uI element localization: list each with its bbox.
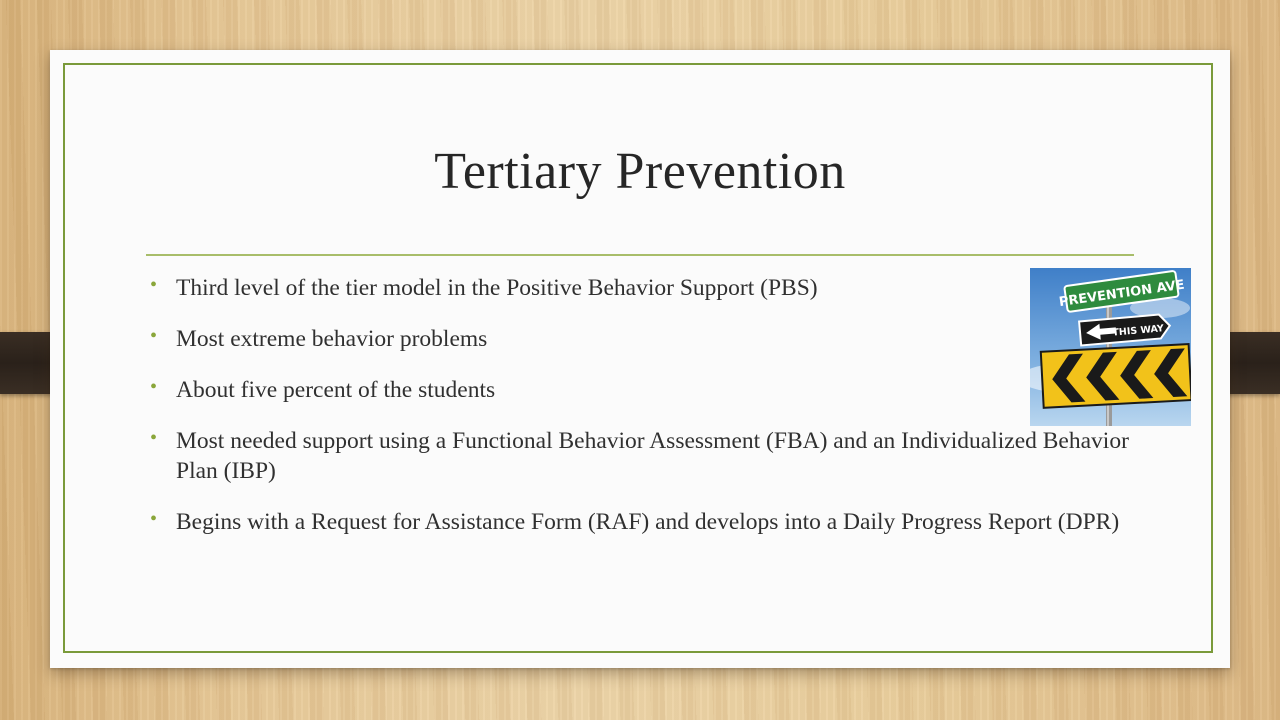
bullet-item: [148, 507, 1138, 537]
bullet-icon: •: [150, 508, 158, 530]
arrow-sign-text: THIS WAY: [1112, 323, 1165, 339]
bullet-text: Begins with a Request for Assistance Form (RAF) and develops into a Daily Progress Report (DPR): [176, 509, 1120, 535]
bullet-icon: •: [150, 325, 158, 347]
slide-title: Tertiary Prevention: [434, 143, 846, 200]
bullet-list: [148, 273, 1138, 558]
bullet-text: About five percent of the students: [176, 377, 496, 403]
bullet-item: [148, 273, 1138, 303]
title-divider: [146, 254, 1134, 256]
bullet-icon: •: [150, 376, 158, 398]
bullet-item: [148, 324, 1138, 354]
slide: [50, 50, 1230, 668]
bullet-icon: •: [150, 427, 158, 449]
bullet-text: Most needed support using a Functional Behavior Assessment (FBA) and an Individualized Behavior Plan (IBP): [176, 428, 1129, 484]
bullet-item: [148, 375, 1138, 405]
prevention-ave-sign-image: [1030, 268, 1191, 426]
bullet-text: Most extreme behavior problems: [176, 326, 488, 352]
bullet-text: Third level of the tier model in the Positive Behavior Support (PBS): [176, 275, 818, 301]
street-sign-text: PREVENTION AVE: [1058, 277, 1186, 311]
bullet-item: [148, 426, 1138, 486]
bullet-icon: •: [150, 274, 158, 296]
